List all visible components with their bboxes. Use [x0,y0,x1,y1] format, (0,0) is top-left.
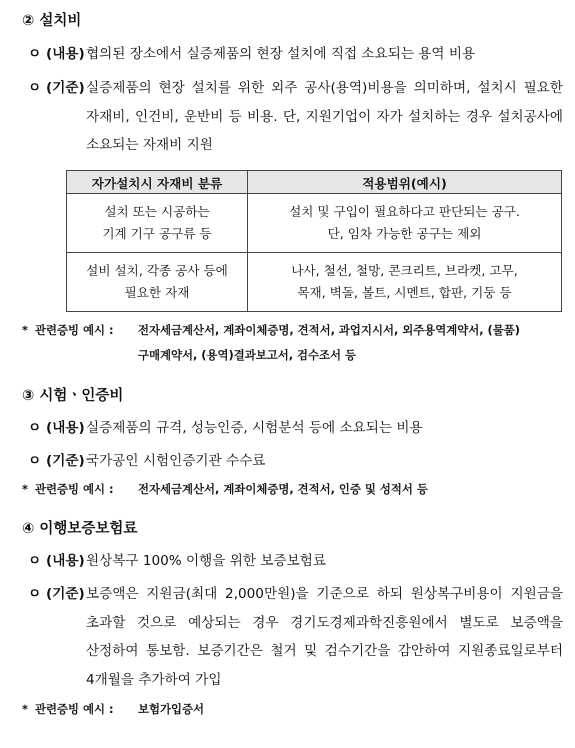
installation-evidence-note [22,318,567,368]
installation-criteria-item [28,74,563,160]
note-label: 관련증빙 예시 : [35,702,114,716]
item-tag: (기준) [46,586,85,602]
item-tag: (내용) [46,46,85,62]
cell-line: 설비 설치, 각종 공사 등에 [86,263,228,278]
item-text: 원상복구 100% 이행을 위한 보증보험료 [86,553,326,569]
note-label: 관련증빙 예시 : [35,323,114,337]
cell-line: 기계 기구 공구류 등 [102,226,212,241]
item-tag: (기준) [46,80,85,96]
note-text: 전자세금계산서, 계좌이체증명, 견적서, 인증 및 성적서 등 [138,482,428,496]
item-text: 국가공인 시험인증기관 수수료 [86,453,266,469]
item-text: 보증액은 지원금(최대 2,000만원)을 기준으로 하되 원상복구비용이 지원금을 초과할 것으로 예상되는 경우 경기도경제과학진흥원에서 별도로 보증액을 산정하여 통보함. 보증기간은 철거 및 검수기간을 감안하여 지원종료일로부터 4개월을 추가하여 가입 [86,586,563,688]
table-header-cell: 자가설치시 자재비 분류 [67,171,248,194]
item-tag: (내용) [46,420,85,436]
item-tag: (내용) [46,553,85,569]
testing-content-item [28,414,563,443]
circle-bullet-icon: ㅇ [28,80,42,96]
cell-line: 설치 및 구입이 필요하다고 판단되는 공구. [289,204,520,219]
table-header-row [67,171,562,194]
section-title-testing: ③ 시험ㆍ인증비 [22,388,124,404]
cell-line: 나사, 철선, 철망, 콘크리트, 브라켓, 고무, [291,263,518,278]
testing-evidence-note [22,477,567,502]
circle-bullet-icon: ㅇ [28,420,42,436]
testing-criteria-item [28,447,563,476]
circle-bullet-icon: ㅇ [28,46,42,62]
insurance-content-item [28,547,563,576]
table-cell [248,194,562,253]
note-label: 관련증빙 예시 : [35,482,114,496]
item-tag: (기준) [46,453,85,469]
cell-line: 목재, 벽돌, 볼트, 시멘트, 합판, 기둥 등 [297,285,512,300]
cell-line: 필요한 자재 [124,285,190,300]
circle-bullet-icon: ㅇ [28,553,42,569]
note-text: 전자세금계산서, 계좌이체증명, 견적서, 과업지시서, 외주용역계약서, (물품)구매계약서, (용역)결과보고서, 검수조서 등 [138,323,520,362]
table-cell [67,194,248,253]
table-row [67,194,562,253]
installation-content-item [28,40,563,69]
material-cost-table [66,170,562,312]
circle-bullet-icon: ㅇ [28,453,42,469]
item-text: 실증제품의 규격, 성능인증, 시험분석 등에 소요되는 비용 [86,420,423,436]
cell-line: 단, 임차 가능한 공구는 제외 [327,226,482,241]
insurance-criteria-item [28,580,563,694]
note-text: 보험가입증서 [138,702,205,716]
asterisk-icon: * [22,323,28,337]
cell-line: 설치 또는 시공하는 [104,204,210,219]
section-title-insurance: ④ 이행보증보험료 [22,521,138,537]
table-row [67,253,562,312]
circle-bullet-icon: ㅇ [28,586,42,602]
section-title-installation: ② 설치비 [22,13,82,29]
table-cell [67,253,248,312]
item-text: 실증제품의 현장 설치를 위한 외주 공사(용역)비용을 의미하며, 설치시 필요한 자재비, 인건비, 운반비 등 비용. 단, 지원기업이 자가 설치하는 경우 설치공사에 소요되는 자재비 지원 [86,80,563,153]
insurance-evidence-note [22,697,567,722]
asterisk-icon: * [22,702,28,716]
item-text: 협의된 장소에서 실증제품의 현장 설치에 직접 소요되는 용역 비용 [86,46,476,62]
table-header-cell: 적용범위(예시) [248,171,562,194]
table-cell [248,253,562,312]
asterisk-icon: * [22,482,28,496]
